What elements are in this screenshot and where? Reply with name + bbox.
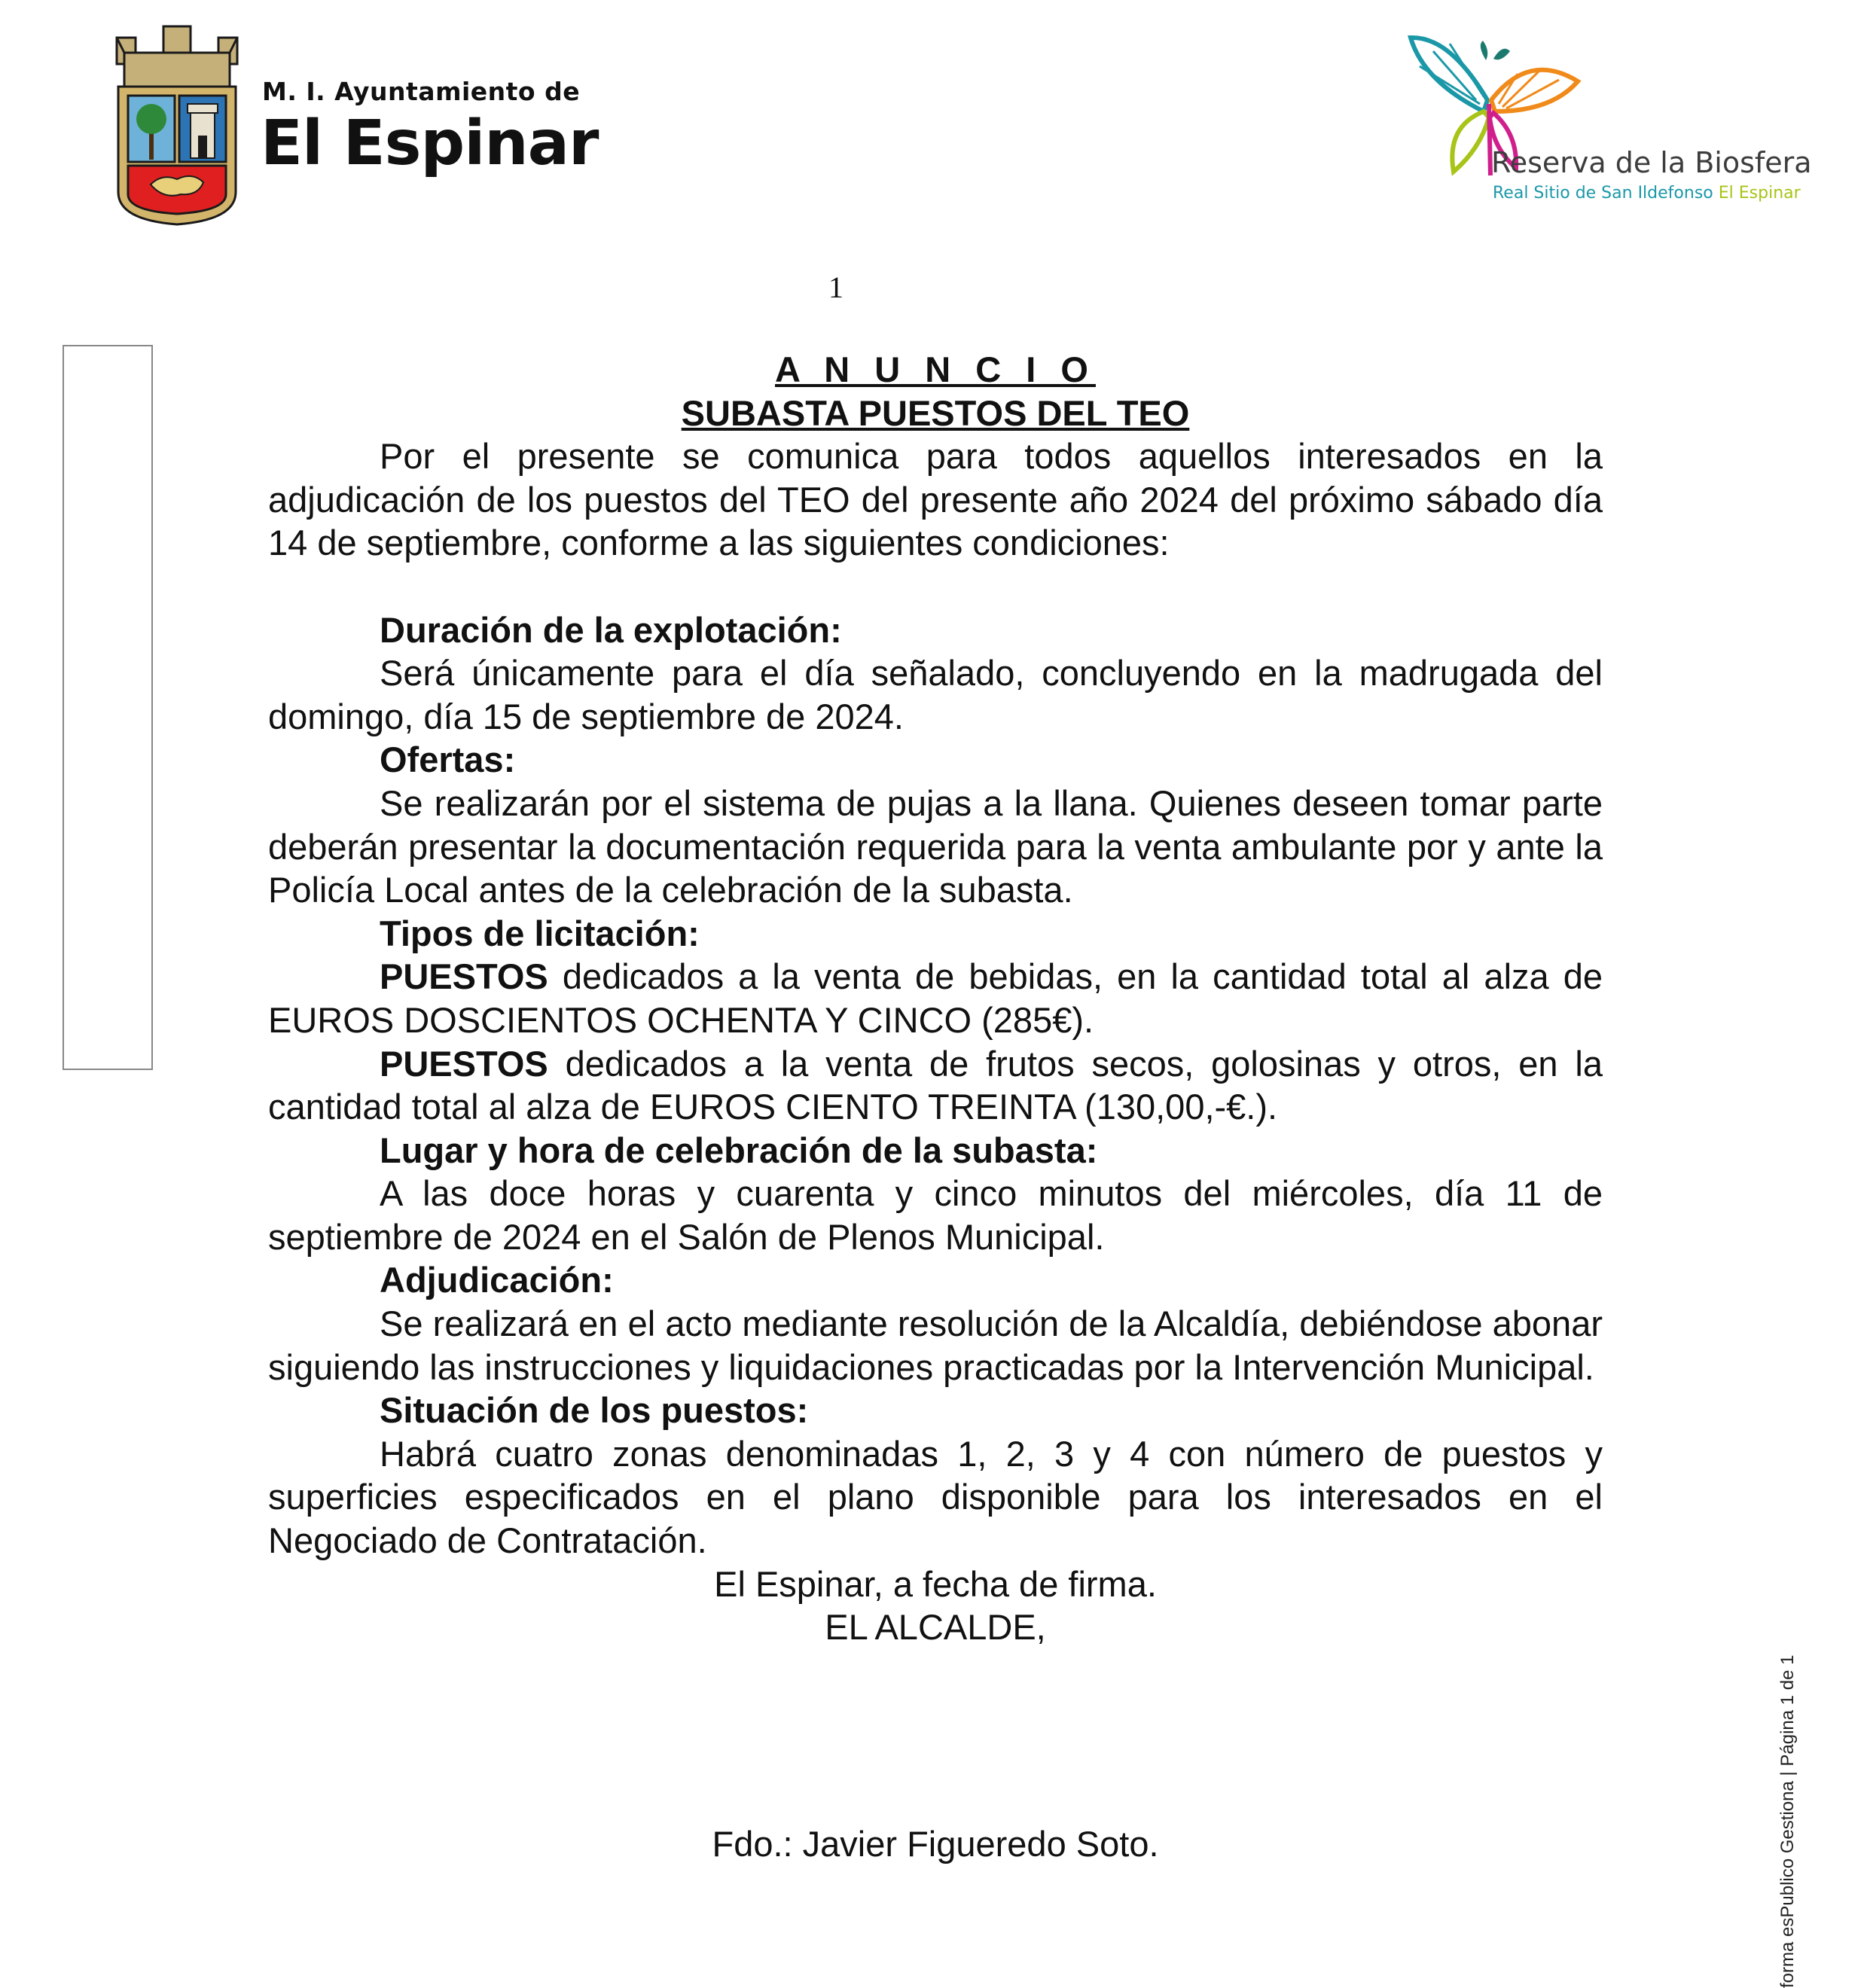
biosphere-subtitle-place: Real Sitio de San Ildefonso (1493, 184, 1713, 203)
section-heading: Adjudicación: (380, 1260, 614, 1300)
tender-item-label: PUESTOS (380, 956, 548, 997)
biosphere-title: Reserva de la Biosfera (1491, 146, 1812, 179)
intro-paragraph: Por el presente se comunica para todos aquellos interesados en la adjudicación de los puestos del TEO del presente año 2024 del próximo sábado día 14 de septiembre, conforme a las siguientes condiciones: (268, 436, 1603, 563)
tender-item-label: PUESTOS (380, 1043, 548, 1084)
tender-item (268, 1042, 1603, 1129)
section-text: Se realizará en el acto mediante resolución de la Alcaldía, debiéndose abonar siguiendo las instrucciones y liquidaciones practicadas por la Intervención Municipal. (268, 1303, 1603, 1387)
place-date: El Espinar, a fecha de firma. (714, 1563, 1157, 1604)
section-text: Será únicamente para el día señalado, concluyendo en la madrugada del domingo, día 15 de septiembre de 2024. (268, 653, 1603, 736)
tender-item (268, 955, 1603, 1041)
signature: Fdo.: Javier Figueredo Soto. (712, 1823, 1159, 1864)
biosphere-subtitle (1493, 184, 1801, 203)
section-heading: Situación de los puestos: (380, 1390, 809, 1431)
signature-space (268, 1649, 1603, 1822)
section-heading: Tipos de licitación: (380, 913, 700, 953)
blank-line (268, 565, 1603, 608)
biosphere-subtitle-town: El Espinar (1718, 184, 1801, 203)
tender-item-text: dedicados a la venta de bebidas, en la cantidad total al alza de EUROS DOSCIENTOS OCHENTA Y CINCO (285€). (268, 956, 1603, 1040)
municipality-name: El Espinar (261, 108, 599, 179)
page-number: 1 (828, 270, 844, 304)
municipality-small-name: M. I. Ayuntamiento de (262, 77, 581, 106)
tender-item-text: dedicados a la venta de frutos secos, golosinas y otros, en la cantidad total al alza de EUROS CIENTO TREINTA (130,00,-€.). (268, 1043, 1603, 1127)
section-text: Habrá cuatro zonas denominadas 1, 2, 3 y 4 con número de puestos y superficies especificados en el plano disponible para los interesados en el Negociado de Contratación. (268, 1433, 1603, 1561)
section-text: A las doce horas y cuarenta y cinco minutos del miércoles, día 11 de septiembre de 2024 en el Salón de Plenos Municipal. (268, 1173, 1603, 1257)
empty-side-frame (63, 345, 153, 1070)
municipal-crest-logo (109, 23, 245, 230)
signer-role: EL ALCALDE, (825, 1607, 1046, 1648)
section-heading: Lugar y hora de celebración de la subasta: (380, 1130, 1098, 1170)
document-subtitle: SUBASTA PUESTOS DEL TEO (681, 392, 1190, 433)
vertical-footer-text: forma esPublico Gestiona | Página 1 de 1 (1777, 1654, 1798, 1988)
document-title: A N U N C I O (775, 349, 1096, 389)
section-text: Se realizarán por el sistema de pujas a la llana. Quienes deseen tomar parte deberán presentar la documentación requerida para la venta ambulante por y ante la Policía Local antes de la celebración de la subasta. (268, 782, 1603, 910)
section-heading: Duración de la explotación: (380, 609, 842, 650)
announcement-body (268, 348, 1603, 1865)
section-heading: Ofertas: (380, 739, 516, 780)
